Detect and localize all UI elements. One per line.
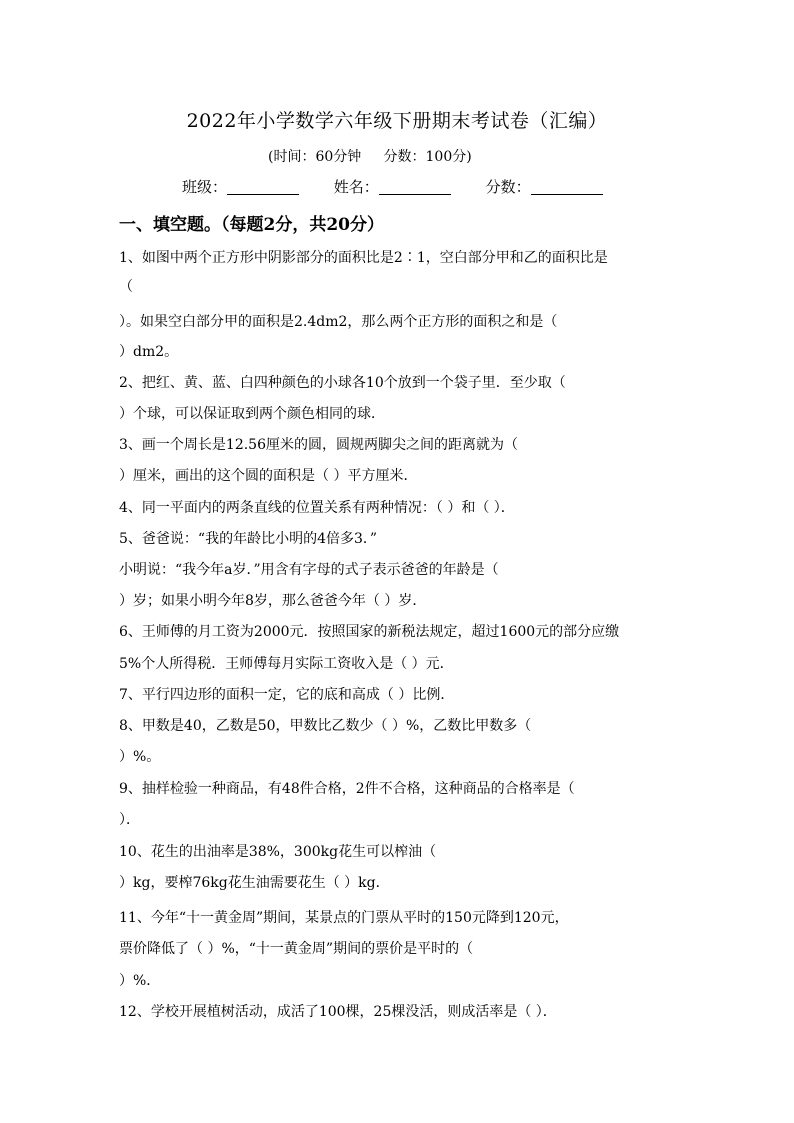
name-blank: [379, 180, 451, 195]
score-blank: [531, 180, 603, 195]
question-line: 7、平行四边形的面积一定，它的底和高成（ ）比例．: [119, 687, 455, 703]
question-line: ）%。: [119, 749, 161, 765]
question-line: 8、甲数是40，乙数是50，甲数比乙数少（ ）%，乙数比甲数多（: [119, 718, 532, 734]
question-line: （: [119, 279, 133, 295]
question-line: ）%．: [119, 973, 161, 989]
question-line: ）个球，可以保证取到两个颜色相同的球．: [119, 406, 385, 422]
class-field: [182, 176, 299, 197]
name-label: 姓名：: [333, 178, 379, 196]
question-line: ）厘米，画出的这个圆的面积是（ ）平方厘米．: [119, 468, 418, 484]
question-line: 9、抽样检验一种商品，有48件合格，2件不合格，这种商品的合格率是（: [119, 781, 575, 797]
exam-title: 2022年小学数学六年级下册期末考试卷（汇编）: [186, 110, 608, 132]
score-label: 分数：: [485, 178, 531, 196]
student-info-row: [182, 176, 633, 197]
question-line: 11、今年“十一黄金周”期间，某景点的门票从平时的150元降到120元，: [119, 910, 569, 926]
class-label: 班级：: [182, 178, 228, 196]
question-line: 5、爸爸说：“我的年龄比小明的4倍多3．”: [119, 531, 378, 547]
score-field: [486, 176, 603, 197]
question-line: 2、把红、黄、蓝、白四种颜色的小球各10个放到一个袋子里．至少取（: [119, 375, 566, 391]
question-line: 5%个人所得税．王师傅每月实际工资收入是（ ）元．: [119, 656, 454, 672]
question-line: ）岁；如果小明今年8岁，那么爸爸今年（ ）岁．: [119, 593, 427, 609]
question-line: 12、学校开展植树活动，成活了100棵，25棵没活，则成活率是（ ）．: [119, 1004, 557, 1020]
question-line: ）。如果空白部分甲的面积是2.4dm2，那么两个正方形的面积之和是（: [119, 314, 558, 330]
question-line: ）kg，要榨76kg花生油需要花生（ ）kg．: [119, 875, 390, 891]
name-field: [334, 176, 451, 197]
question-line: 票价降低了（ ）%，“十一黄金周”期间的票价是平时的（: [119, 941, 474, 957]
question-line: 3、画一个周长是12.56厘米的圆，圆规两脚尖之间的距离就为（: [119, 437, 518, 453]
question-line: 4、同一平面内的两条直线的位置关系有两种情况：（ ）和（ ）．: [119, 500, 515, 516]
question-line: 1、如图中两个正方形中阴影部分的面积比是2∶1，空白部分甲和乙的面积比是: [119, 250, 608, 266]
question-line: 10、花生的出油率是38%，300kg花生可以榨油（: [119, 844, 437, 860]
question-line: 小明说：“我今年a岁．”用含有字母的式子表示爸爸的年龄是（: [119, 562, 499, 578]
question-line: 6、王师傅的月工资为2000元．按照国家的新税法规定，超过1600元的部分应缴: [119, 624, 620, 640]
section-heading-fill-in: 一、填空题。（每题2分，共20分）: [119, 215, 384, 235]
question-line: ）dm2。: [119, 344, 179, 360]
question-line: ）．: [119, 812, 140, 828]
exam-subtitle: (时间：60分钟 分数：100分): [268, 149, 472, 165]
class-blank: [227, 180, 299, 195]
